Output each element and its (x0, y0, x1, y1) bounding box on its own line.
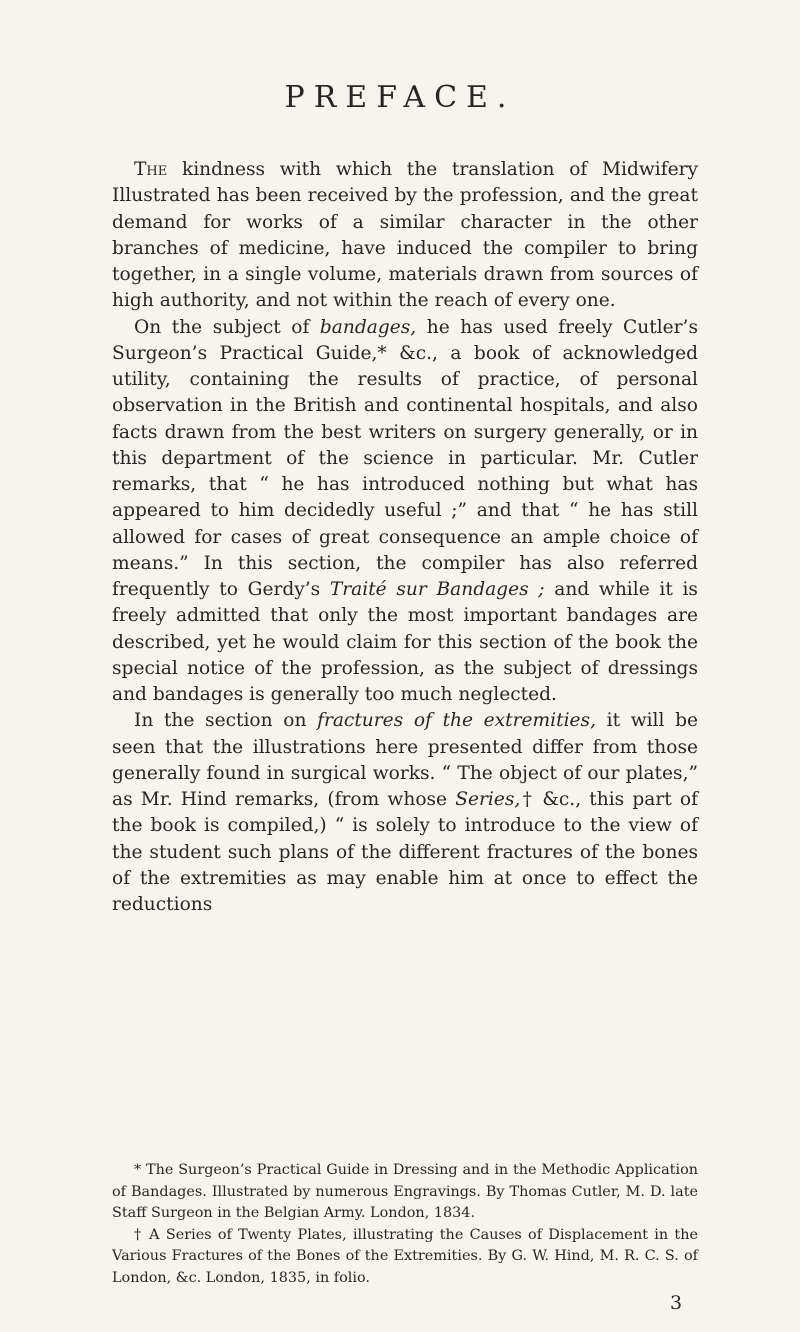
paragraph-3-text-e: † &c., this part of the book is compiled,) “ is solely to introduce to the view of the student such plans of the different fractures of the bones of the extremities as may enable him at once to effect the reductions (112, 789, 698, 915)
lead-word: The (134, 159, 168, 180)
paragraph-2-text-c: he has used freely Cutler’s Surgeon’s Practical Guide,* &c., a book of acknowledged utility, containing the results of practice, of personal observation in the British and continental hospitals, and also facts drawn from the best writers on surgery generally, or in this department of the science in particular. Mr. Cutler remarks, that “ he has introduced nothing but what has appeared to him decidedly useful ;” and that “ he has still allowed for cases of great consequence an ample choice of means.” In this section, the compiler has also referred frequently to Gerdy’s (112, 316, 698, 600)
paragraph-3-italic-b: fractures of the extremities, (317, 710, 596, 732)
paragraph-2-italic-b: bandages, (319, 316, 417, 338)
footnote-2: † A Series of Twenty Plates, illustrating the Causes of Displacement in the Various Fractures of the Bones of the Extremities. By G. W. Hind, M. R. C. S. of London, &c. London, 1835, in folio. (112, 1226, 698, 1286)
page-number: 3 (670, 1292, 683, 1314)
footnotes (112, 1160, 698, 1289)
paragraph-1-text: kindness with which the translation of Midwifery Illustrated has been received by the profession, and the great demand for works of a similar character in the other branches of medicine, have induced the compiler to bring together, in a single volume, materials drawn from sources of high authority, and not within the reach of every one. (112, 159, 698, 312)
paragraph-2-text-e: and while it is freely admitted that only the most important bandages are described, yet he would claim for this section of the book the special notice of the profession, as the subject of dressings and bandages is generally too much neglected. (112, 579, 698, 705)
preface-body (112, 157, 698, 918)
footnote-1: * The Surgeon’s Practical Guide in Dressing and in the Methodic Application of Bandages. Illustrated by numerous Engravings. By Thomas Cutler, M. D. late Staff Surgeon in the Belgian Army. London, 1834. (112, 1162, 698, 1221)
paragraph-3 (112, 708, 698, 918)
paragraph-3-text-a: In the section on (134, 710, 318, 732)
paragraph-2 (112, 315, 698, 709)
paragraph-2-text-a: On the subject of (134, 316, 320, 338)
page-title: PREFACE. (284, 80, 516, 115)
paragraph-3-text-c: it will be seen that the illustrations here presented differ from those generally found in surgical works. “ The object of our plates,” as Mr. Hind remarks, (from whose (112, 710, 698, 810)
paragraph-2-italic-d: Traité sur Bandages ; (329, 579, 545, 600)
paragraph-3-italic-d: Series, (455, 789, 521, 810)
paragraph-1 (112, 157, 698, 315)
